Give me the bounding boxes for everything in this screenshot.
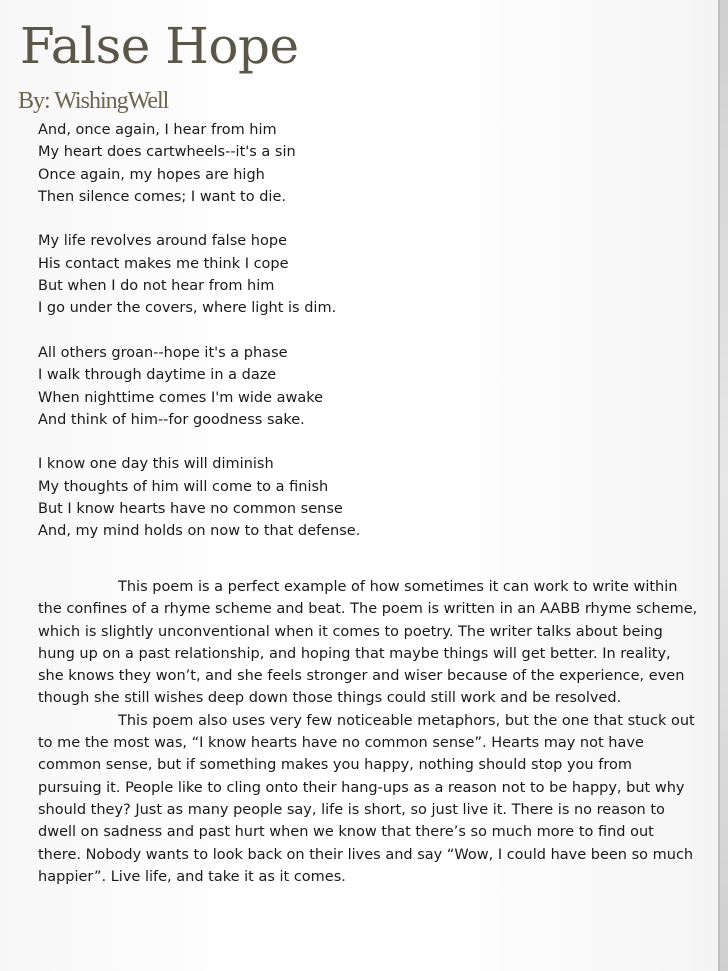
analysis-body bbox=[38, 576, 698, 888]
poem-stanza bbox=[38, 342, 698, 431]
poem-line: My heart does cartwheels--it's a sin bbox=[38, 144, 296, 161]
poem-line: My thoughts of him will come to a finish bbox=[38, 478, 329, 495]
analysis-paragraph: This poem is a perfect example of how sometimes it can work to write within the confines of a rhyme scheme and beat. The poem is written in an AABB rhyme scheme, which is slightly unconventional when it comes to poetry. The writer talks about being hung up on a past relationship, and hoping that maybe things will get better. In reality, she knows they won’t, and she feels stronger and wiser because of the experience, even though she still wishes deep down those things could still work and be resolved. bbox=[38, 579, 698, 707]
author-byline: By: WishingWell bbox=[18, 88, 169, 114]
poem-line: And, once again, I hear from him bbox=[38, 122, 277, 138]
poem-line: And, my mind holds on now to that defense. bbox=[38, 523, 361, 540]
poem-line: His contact makes me think I cope bbox=[38, 255, 289, 272]
poem-line: But when I do not hear from him bbox=[38, 278, 275, 295]
poem-line: My life revolves around false hope bbox=[38, 233, 287, 250]
poem-line: Once again, my hopes are high bbox=[38, 166, 265, 183]
poem-line: I go under the covers, where light is dim. bbox=[38, 300, 337, 317]
poem-stanza bbox=[38, 119, 698, 208]
poem-line: All others groan--hope it's a phase bbox=[38, 344, 288, 361]
poem-line: When nighttime comes I'm wide awake bbox=[38, 389, 324, 406]
poem-line: Then silence comes; I want to die. bbox=[38, 188, 286, 205]
analysis-paragraph: This poem also uses very few noticeable metaphors, but the one that stuck out to me the most was, “I know hearts have no common sense”. Hearts may not have common sense, but if something makes you happy, nothing should stop you from pursuing it. People like to cling onto their hang-ups as a reason not to be happy, but why should they? Just as many people say, life is short, so just live it. There is no reason to dwell on sadness and past hurt when we know that there’s so much more to find out there. Nobody wants to look back on their lives and say “Wow, I could have been so much happier”. Live life, and take it as it comes. bbox=[38, 712, 695, 885]
poem-line: And think of him--for goodness sake. bbox=[38, 411, 305, 428]
poem-stanza bbox=[38, 453, 698, 542]
poem-line: I walk through daytime in a daze bbox=[38, 367, 277, 384]
poem bbox=[38, 119, 698, 565]
poem-stanza bbox=[38, 230, 698, 319]
page-title: False Hope bbox=[20, 17, 299, 75]
poem-line: I know one day this will diminish bbox=[38, 456, 274, 473]
side-bar bbox=[720, 0, 728, 971]
poem-line: But I know hearts have no common sense bbox=[38, 501, 343, 518]
